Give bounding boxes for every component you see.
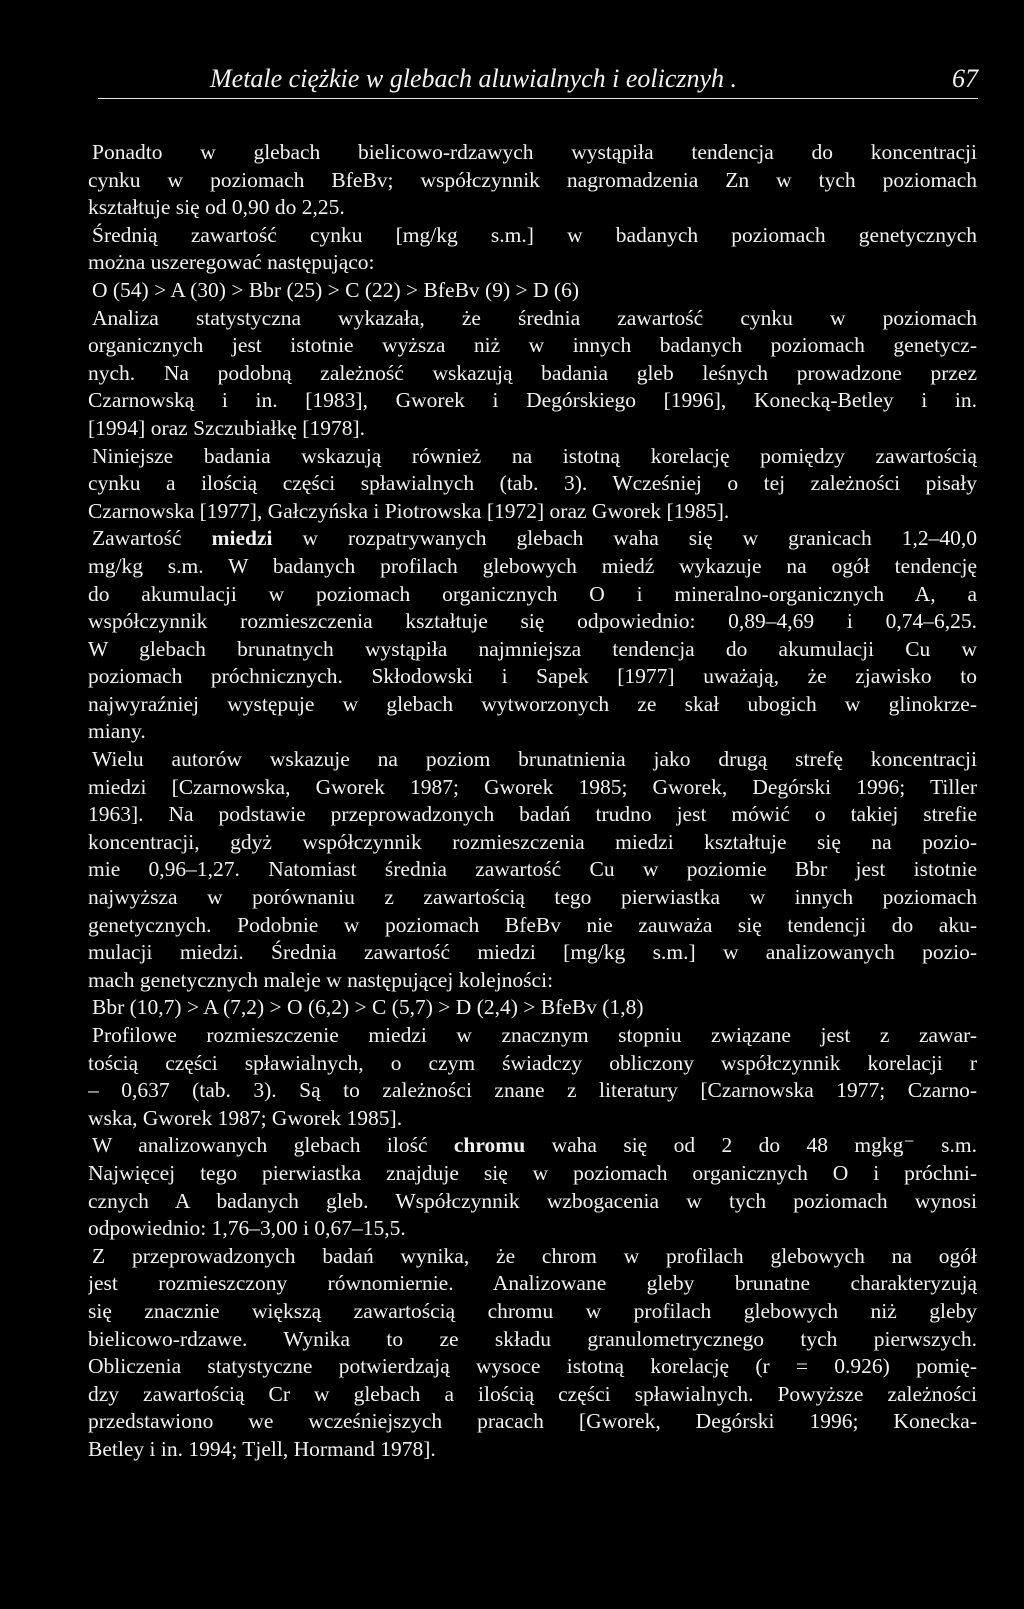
text-line: cynku a ilością części spławialnych (tab. 3). Wcześniej o tej zależności pisały	[88, 471, 977, 496]
text-line: wska, Gworek 1987; Gworek 1985].	[88, 1105, 403, 1130]
text-line: mach genetycznych maleje w następującej kolejności:	[88, 967, 554, 992]
text-line: najwyraźniej występuje w glebach wytworzonych ze skał ubogich w glinokrze-	[88, 691, 977, 716]
text-line: Średnią zawartość cynku [mg/kg s.m.] w badanych poziomach genetycznych	[92, 222, 977, 247]
page-header	[98, 62, 978, 99]
text-line: poziomach próchnicznych. Skłodowski i Sapek [1977] uważają, że zjawisko to	[88, 664, 977, 689]
text-line: W glebach brunatnych wystąpiła najmniejsza tendencja do akumulacji Cu w	[88, 636, 977, 661]
text-line: genetycznych. Podobnie w poziomach BfeBv nie zauważa się tendencji do aku-	[88, 912, 977, 937]
text-segment: w rozpatrywanych glebach waha się w granicach 1,2–40,0	[272, 526, 977, 551]
text-line: dzy zawartością Cr w glebach a ilością części spławialnych. Powyższe zależności	[88, 1381, 977, 1406]
text-line: bielicowo-rdzawe. Wynika to ze składu granulometrycznego tych pierwszych.	[88, 1326, 977, 1351]
text-line: Czarnowską i in. [1983], Gworek i Degórskiego [1996], Konecką-Betley i in.	[88, 388, 977, 413]
text-line: odpowiednio: 1,76–3,00 i 0,67–15,5.	[88, 1216, 406, 1241]
text-line	[88, 1132, 977, 1160]
text-line	[88, 525, 977, 553]
text-line: tością części spławialnych, o czym świadczy obliczony współczynnik korelacji r	[88, 1050, 977, 1075]
text-segment: W analizowanych glebach ilość	[92, 1133, 454, 1158]
text-line: Z przeprowadzonych badań wynika, że chrom w profilach glebowych na ogół	[92, 1243, 977, 1268]
text-line: do akumulacji w poziomach organicznych O i mineralno-organicznych A, a	[88, 581, 977, 606]
text-line: organicznych jest istotnie wyższa niż w innych badanych poziomach genetycz-	[88, 333, 977, 358]
text-line: [1994] oraz Szczubiałkę [1978].	[88, 415, 366, 440]
text-line: jest rozmieszczony równomiernie. Analizowane gleby brunatne charakteryzują	[88, 1271, 977, 1296]
text-line: najwyższa w porównaniu z zawartością tego pierwiastka w innych poziomach	[88, 885, 977, 910]
text-line: Profilowe rozmieszczenie miedzi w znacznym stopniu związane jest z zawar-	[92, 1023, 977, 1047]
text-line: Czarnowska [1977], Gałczyńska i Piotrowska [1972] oraz Gworek [1985].	[88, 498, 730, 523]
text-line: miany.	[88, 719, 146, 744]
text-line: Bbr (10,7) > A (7,2) > O (6,2) > C (5,7) > D (2,4) > BfeBv (1,8)	[92, 995, 644, 1020]
text-line: 1963]. Na podstawie przeprowadzonych badań trudno jest mówić o takiej strefie	[88, 802, 977, 827]
text-line: mulacji miedzi. Średnia zawartość miedzi [mg/kg s.m.] w analizowanych pozio-	[88, 940, 977, 965]
text-line: Ponadto w glebach bielicowo-rdzawych wystąpiła tendencja do koncentracji	[92, 140, 977, 164]
text-line: Betley i in. 1994; Tjell, Hormand 1978].	[88, 1436, 436, 1461]
text-line: się znacznie większą zawartością chromu w profilach glebowych niż gleby	[88, 1298, 977, 1323]
text-line: Niniejsze badania wskazują również na istotną korelację pomiędzy zawartością	[92, 443, 977, 468]
text-line: przedstawiono we wcześniejszych pracach [Gworek, Degórski 1996; Konecka-	[88, 1409, 977, 1434]
bold-term: chromu	[453, 1133, 526, 1158]
text-line: kształtuje się od 0,90 do 2,25.	[88, 195, 345, 220]
text-line: Obliczenia statystyczne potwierdzają wysoce istotną korelację (r = 0.926) pomię-	[88, 1354, 977, 1379]
text-line: Najwięcej tego pierwiastka znajduje się w poziomach organicznych O i próchni-	[88, 1160, 977, 1185]
text-line: mg/kg s.m. W badanych profilach glebowych miedź wykazuje na ogół tendencję	[88, 553, 977, 578]
text-line: miedzi [Czarnowska, Gworek 1987; Gworek 1985; Gworek, Degórski 1996; Tiller	[88, 774, 977, 799]
text-line: – 0,637 (tab. 3). Są to zależności znane z literatury [Czarnowska 1977; Czarno-	[88, 1078, 977, 1103]
text-line: cznych A badanych gleb. Współczynnik wzbogacenia w tych poziomach wynosi	[88, 1188, 977, 1213]
text-line: O (54) > A (30) > Bbr (25) > C (22) > BfeBv (9) > D (6)	[92, 277, 579, 302]
text-segment: Zawartość	[92, 526, 212, 551]
page-number: 67	[952, 64, 978, 93]
text-segment: waha się od 2 do 48 mgkg⁻ s.m.	[525, 1133, 977, 1158]
running-title: Metale ciężkie w glebach aluwialnych i eolicznyh .	[210, 64, 738, 93]
text-line: cynku w poziomach BfeBv; współczynnik nagromadzenia Zn w tych poziomach	[88, 167, 977, 192]
text-line: mie 0,96–1,27. Natomiast średnia zawartość Cu w poziomie Bbr jest istotnie	[88, 857, 977, 882]
bold-term: miedzi	[211, 526, 273, 551]
text-line: współczynnik rozmieszczenia kształtuje się odpowiednio: 0,89–4,69 i 0,74–6,25.	[88, 609, 977, 634]
text-line: Analiza statystyczna wykazała, że średnia zawartość cynku w poziomach	[92, 305, 977, 330]
text-line: nych. Na podobną zależność wskazują badania gleb leśnych prowadzone przez	[88, 360, 977, 385]
body-text	[88, 139, 977, 1464]
text-line: koncentracji, gdyż współczynnik rozmieszczenia miedzi kształtuje się na pozio-	[88, 829, 977, 854]
text-line: można uszeregować następująco:	[88, 250, 375, 275]
text-line: Wielu autorów wskazuje na poziom brunatnienia jako drugą strefę koncentracji	[92, 747, 977, 772]
